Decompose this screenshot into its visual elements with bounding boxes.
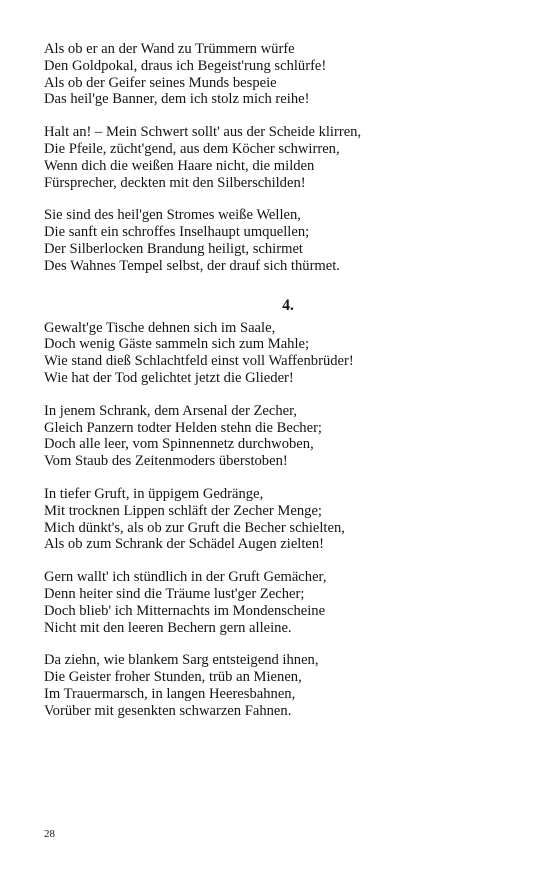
verse-line: Da ziehn, wie blankem Sarg entsteigend ihnen, [44, 652, 319, 669]
verse-line: Denn heiter sind die Träume lust'ger Zecher; [44, 585, 305, 602]
verse-line: Gern wallt' ich stündlich in der Gruft Gemächer, [44, 569, 327, 586]
verse-line: Fürsprecher, deckten mit den Silberschilden! [44, 174, 306, 191]
verse-line: Halt an! – Mein Schwert sollt' aus der Scheide klirren, [44, 124, 362, 141]
verse-line: Sie sind des heil'gen Stromes weiße Wellen, [44, 207, 301, 224]
stanza-8 [44, 652, 514, 719]
stanza-3 [44, 207, 514, 274]
verse-line: Der Silberlocken Brandung heiligt, schirmet [44, 240, 303, 257]
verse-line: Den Goldpokal, draus ich Begeist'rung schlürfe! [44, 57, 327, 74]
verse-line: Das heil'ge Banner, dem ich stolz mich reihe! [44, 91, 310, 108]
stanza-5 [44, 403, 514, 470]
verse-line: Im Trauermarsch, in langen Heeresbahnen, [44, 685, 296, 702]
verse-line: Doch alle leer, vom Spinnennetz durchwoben, [44, 436, 314, 453]
stanza-4 [44, 320, 514, 387]
verse-line: Des Wahnes Tempel selbst, der drauf sich thürmet. [44, 257, 340, 274]
stanza-2 [44, 124, 514, 191]
poem-text [44, 41, 514, 736]
verse-line: Vom Staub des Zeitenmoders überstoben! [44, 453, 288, 470]
verse-line: Als ob der Geifer seines Munds bespeie [44, 74, 277, 91]
verse-line: Die Pfeile, zücht'gend, aus dem Köcher schwirren, [44, 140, 340, 157]
verse-line: In tiefer Gruft, in üppigem Gedränge, [44, 485, 264, 502]
verse-line: Doch wenig Gäste sammeln sich zum Mahle; [44, 336, 310, 353]
verse-line: Wie hat der Tod gelichtet jetzt die Glieder! [44, 369, 294, 386]
verse-line: Die sanft ein schroffes Inselhaupt umquellen; [44, 224, 310, 241]
verse-line: Mit trocknen Lippen schläft der Zecher Menge; [44, 502, 322, 519]
verse-line: Vorüber mit gesenkten schwarzen Fahnen. [44, 702, 292, 719]
verse-line: Gleich Panzern todter Helden stehn die Becher; [44, 419, 322, 436]
verse-line: Doch blieb' ich Mitternachts im Mondenscheine [44, 602, 326, 619]
section-heading: 4. [282, 296, 294, 314]
stanza-7 [44, 569, 514, 636]
verse-line: Nicht mit den leeren Bechern gern alleine. [44, 619, 292, 636]
verse-line: Als ob zum Schrank der Schädel Augen zielten! [44, 536, 325, 553]
verse-line: Als ob er an der Wand zu Trümmern würfe [44, 41, 295, 57]
verse-line: Wie stand dieß Schlachtfeld einst voll Waffenbrüder! [44, 353, 354, 370]
stanza-6 [44, 486, 514, 553]
verse-line: Gewalt'ge Tische dehnen sich im Saale, [44, 319, 276, 336]
verse-line: Die Geister froher Stunden, trüb an Mienen, [44, 669, 302, 686]
page-number: 28 [44, 828, 55, 840]
verse-line: Mich dünkt's, als ob zur Gruft die Becher schielten, [44, 519, 345, 536]
verse-line: In jenem Schrank, dem Arsenal der Zecher, [44, 402, 298, 419]
verse-line: Wenn dich die weißen Haare nicht, die milden [44, 157, 315, 174]
stanza-1 [44, 41, 514, 108]
